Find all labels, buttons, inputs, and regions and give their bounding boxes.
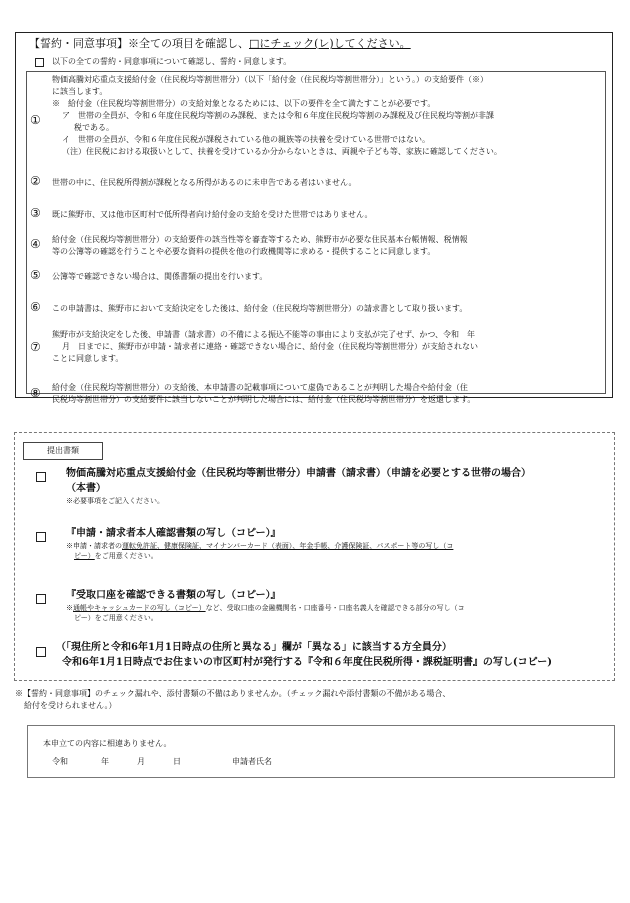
all-agree-label: 以下の全ての誓約・同意事項について確認し、誓約・同意します。 xyxy=(52,57,292,66)
doc-1: 物価高騰対応重点支援給付金（住民税均等割世帯分）申請書（請求書）（申請を必要とする世帯の場合） （本書） ※必要事項をご記入ください。 xyxy=(66,468,531,505)
signature-month: 月 xyxy=(137,757,145,766)
warning-note: ※【誓約・同意事項】のチェック漏れや、添付書類の不備はありませんか。（チェック漏れや添付書類の不備がある場合、 給付を受けられません。） xyxy=(15,689,451,710)
item-6-number: ⑥ xyxy=(30,300,41,314)
all-agree-checkbox[interactable] xyxy=(35,58,44,67)
signature-era: 令和 xyxy=(52,757,68,766)
item-3-number: ③ xyxy=(30,206,41,220)
item-3-text: 既に熊野市、又は他市区町村で低所得者向け給付金の支給を受けた世帯ではありません。 xyxy=(52,210,373,219)
documents-tag: 提出書類 xyxy=(23,442,103,460)
doc-2-checkbox[interactable] xyxy=(36,532,46,542)
item-4-number: ④ xyxy=(30,237,41,251)
item-4-text: 給付金（住民税均等割世帯分）の支給要件の該当性等を審査等するため、熊野市が必要な住民基本台帳情報、税情報 等の公簿等の確認を行うことや必要な資料の提供を他の行政機関等に求める・提供することに同意します。 xyxy=(52,235,468,256)
consent-header: 【誓約・同意事項】※全ての項目を確認し、□にチェック(レ)してください。 xyxy=(29,37,411,50)
signature-day: 日 xyxy=(173,757,181,766)
signature-year: 年 xyxy=(101,757,109,766)
item-8-number: ⑧ xyxy=(30,386,41,400)
item-7-text: 熊野市が支給決定をした後、申請書（請求書）の不備による振込不能等の事由により支払が完了せず、かつ、令和 年 月 日までに、熊野市が申請・請求者に連絡・確認できない場合に、給付金（住民税均等割世帯分）が支給されない ことに同意します。 xyxy=(52,330,478,363)
item-6-text: この申請書は、熊野市において支給決定をした後は、給付金（住民税均等割世帯分）の請求書として取り扱います。 xyxy=(52,304,468,313)
item-2-text: 世帯の中に、住民税所得割が課税となる所得があるのに未申告である者はいません。 xyxy=(52,178,357,187)
doc-3-checkbox[interactable] xyxy=(36,594,46,604)
doc-1-checkbox[interactable] xyxy=(36,472,46,482)
item-2-number: ② xyxy=(30,174,41,188)
item-1-number: ① xyxy=(30,113,41,127)
doc-3: 『受取口座を確認できる書類の写し（コピー）』 ※通帳やキャッシュカードの写し（コピー）など、受取口座の金融機関名・口座番号・口座名義人を確認できる部分の写し（コ ピー）をご用意ください。 xyxy=(66,590,465,622)
applicant-name-label: 申請者氏名 xyxy=(232,757,272,766)
doc-4-checkbox[interactable] xyxy=(36,647,46,657)
item-8-text: 給付金（住民税均等割世帯分）の支給後、本申請書の記載事項について虚偽であることが判明した場合や給付金（住 民税均等割世帯分）の支給要件に該当しないことが判明した場合には、給付金（住民税均等割世帯分）を返還します。 xyxy=(52,383,476,404)
item-5-text: 公簿等で確認できない場合は、関係書類の提出を行います。 xyxy=(52,272,268,281)
doc-4: （「現住所と令和6年1月1日時点の住所と異なる」欄が「異なる」に該当する方全員分） 令和6年1月1日時点でお住まいの市区町村が発行する『令和６年度住民税所得・課税証明書』の写し(コピー) xyxy=(56,642,552,668)
signature-statement: 本申立ての内容に相違ありません。 xyxy=(43,739,172,748)
item-5-number: ⑤ xyxy=(30,268,41,282)
item-7-number: ⑦ xyxy=(30,340,41,354)
applicant-name-field[interactable] xyxy=(286,752,586,766)
doc-2: 『申請・請求者本人確認書類の写し（コピー）』 ※申請・請求者の運転免許証、健康保険証、マイナンバーカード（表面）、年金手帳、介護保険証、パスポート等の写し（コ ピー）をご用意ください。 xyxy=(66,528,454,560)
item-1-text: 物価高騰対応重点支援給付金（住民税均等割世帯分）（以下「給付金（住民税均等割世帯分）」という。）の支給要件（※） に該当します。 ※ 給付金（住民税均等割世帯分）の支給対象となるためには、以下の要件を全て満たすことが必要です。 ア 世帯の全員が、令和６年度住民税均等割のみ課税、または令和６年度住民税均等割のみ課税及び住民税均等割が非課 税である。 イ 世帯の全員が、令和６年度住民税が課税されている他の親族等の扶養を受けている世帯ではない。 （注）住民税における取扱いとして、扶養を受けているか分からないときは、両親や子ども等、家族に確認してください。 xyxy=(52,75,502,156)
